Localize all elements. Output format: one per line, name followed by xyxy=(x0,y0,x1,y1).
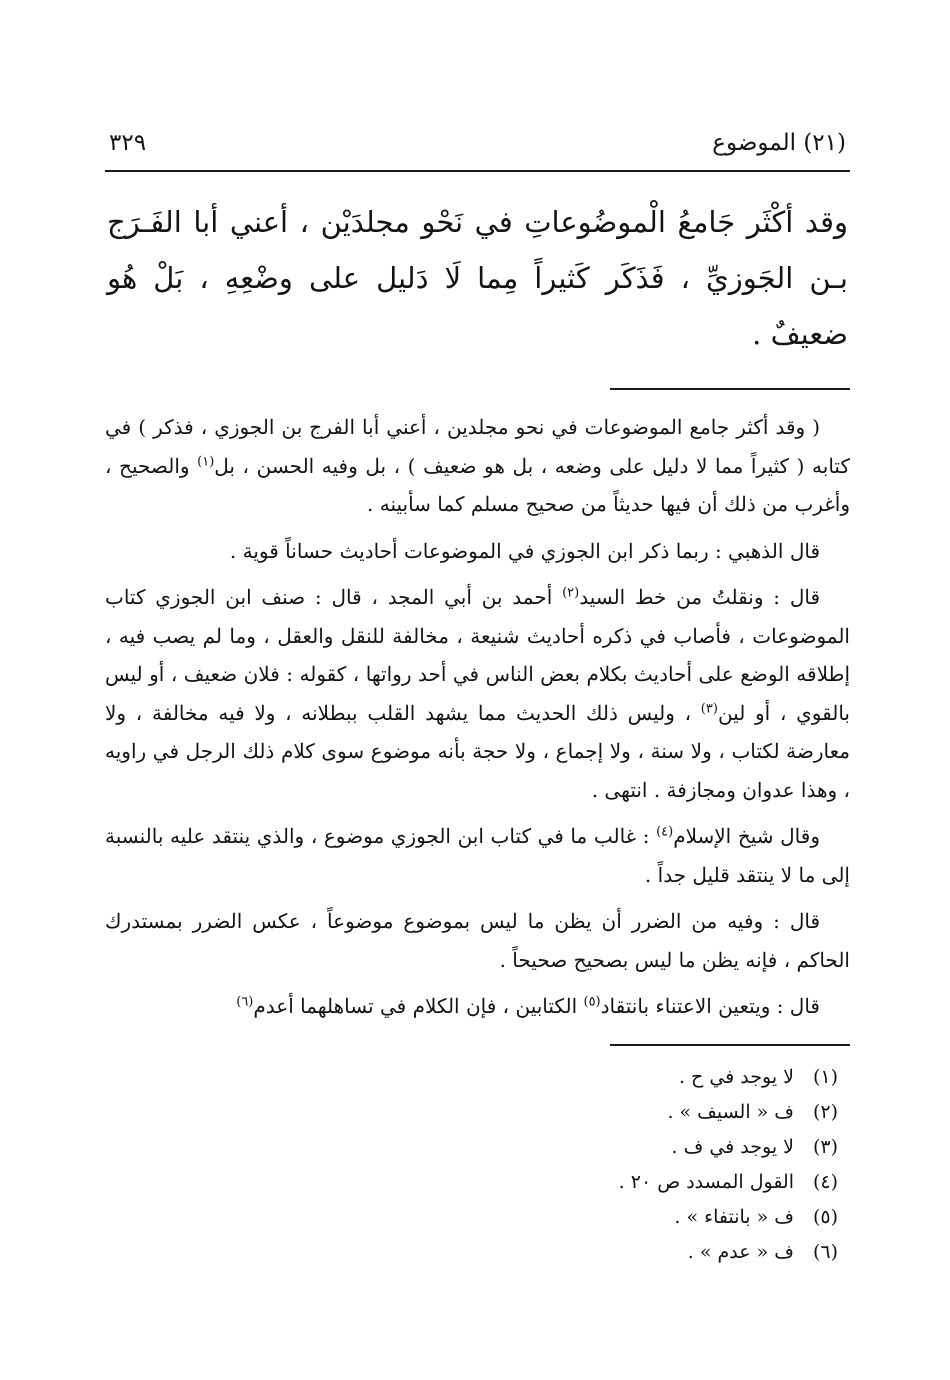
commentary-text: قال : ونقلتُ من خط السيد xyxy=(579,585,821,609)
footnotes xyxy=(105,1060,850,1270)
commentary-text: أحمد بن أبي المجد ، قال : صنف ابن الجوزي كتاب الموضوعات ، فأصاب في ذكره أحاديث شنيعة ، مخالفة للنقل والعقل ، وما لم يصب فيه ، إطلاقه الوضع على أحاديث بكلام بعض الناس في أحد رواتها ، كقوله : فلان ضعيف ، أو ليس بالقوي ، أو لين xyxy=(105,585,850,725)
footnote-ref-3: (٣) xyxy=(700,700,718,716)
footnote-ref-5: (٥) xyxy=(583,994,601,1010)
footnote-text: لا يوجد في ح . xyxy=(678,1065,794,1088)
footnote-text: لا يوجد في ف . xyxy=(671,1135,794,1158)
commentary-text: ، وليس ذلك الحديث مما يشهد القلب ببطلانه ، ولا فيه مخالفة ، ولا معارضة لكتاب ، ولا سنة ، ولا إجماع ، ولا حجة بأنه موضوع سوى كلام ذلك الرجل في راويه ، وهذا عدوان ومجازفة . انتهى . xyxy=(105,700,850,802)
footnote-text: ف « بانتفاء » . xyxy=(674,1205,794,1228)
commentary-text: : غالب ما في كتاب ابن الجوزي موضوع ، والذي ينتقد عليه بالنسبة إلى ما لا ينتقد قليل جداً . xyxy=(105,824,850,887)
footnote-number: (٤) xyxy=(812,1170,838,1193)
main-text-separator xyxy=(610,388,850,390)
footnote xyxy=(105,1095,838,1130)
chapter-title: (٢١) الموضوع xyxy=(712,130,846,156)
commentary-paragraph-2: قال الذهبي : ربما ذكر ابن الجوزي في الموضوعات أحاديث حساناً قوية . xyxy=(229,538,820,563)
commentary-text: قال : ويتعين الاعتناء بانتقاد xyxy=(600,994,820,1018)
footnote xyxy=(105,1200,838,1235)
page-number: ٣٢٩ xyxy=(109,130,147,156)
commentary-paragraph-6 xyxy=(105,987,850,1026)
footnote-text: القول المسدد ص ٢٠ . xyxy=(618,1170,794,1193)
footnote xyxy=(105,1060,838,1095)
main-text: وقد أكْثَر جَامعُ الْموضُوعاتِ في نَحْو مجلدَيْن ، أعني أبا الفَـرَج بـن الجَوزيِّ ، فَذَكَر كَثيراً مِما لَا دَليل على وضْعِهِ ، بَلْ هُو ضعيفٌ . xyxy=(107,205,848,351)
commentary-paragraph-3 xyxy=(105,578,850,809)
commentary-paragraph-4 xyxy=(105,817,850,894)
footnote xyxy=(105,1235,838,1270)
footnote-ref-1: (١) xyxy=(197,453,215,469)
footnote-separator xyxy=(610,1044,850,1046)
footnote-number: (٥) xyxy=(812,1205,838,1228)
page-header xyxy=(105,130,850,172)
footnote-ref-6: (٦) xyxy=(236,994,254,1010)
footnote-number: (٣) xyxy=(812,1135,838,1158)
commentary xyxy=(105,408,850,1026)
footnote-text: ف « السيف » . xyxy=(667,1100,794,1123)
commentary-text: الكتابين ، فإن الكلام في تساهلهما أعدم xyxy=(253,994,584,1018)
commentary-paragraph-5: قال : وفيه من الضرر أن يظن ما ليس بموضوع موضوعاً ، عكس الضرر بمستدرك الحاكم ، فإنه يظن ما ليس بصحيح صحيحاً . xyxy=(105,909,850,972)
footnote-ref-4: (٤) xyxy=(656,824,674,840)
footnote-number: (٢) xyxy=(812,1100,838,1123)
commentary-text: والصحيح ، وأغرب من ذلك أن فيها حديثاً من صحيح مسلم كما سأبينه . xyxy=(105,453,850,516)
commentary-text: وقال شيخ الإسلام xyxy=(673,824,820,848)
footnote-number: (٦) xyxy=(812,1240,838,1263)
footnote-ref-2: (٢) xyxy=(562,585,580,601)
commentary-text: ( وقد أكثر جامع الموضوعات في نحو مجلدين ، أعني أبا الفرج بن الجوزي ، فذكر ) في كتابه ( كثيراً مما لا دليل على وضعه ، بل هو ضعيف ) ، بل وفيه الحسن ، بل xyxy=(105,415,850,478)
book-page xyxy=(105,130,850,1270)
commentary-paragraph-1 xyxy=(105,408,850,524)
footnote-text: ف « عدم » . xyxy=(687,1240,794,1263)
footnote xyxy=(105,1165,838,1200)
footnote-number: (١) xyxy=(812,1065,838,1088)
footnote xyxy=(105,1130,838,1165)
